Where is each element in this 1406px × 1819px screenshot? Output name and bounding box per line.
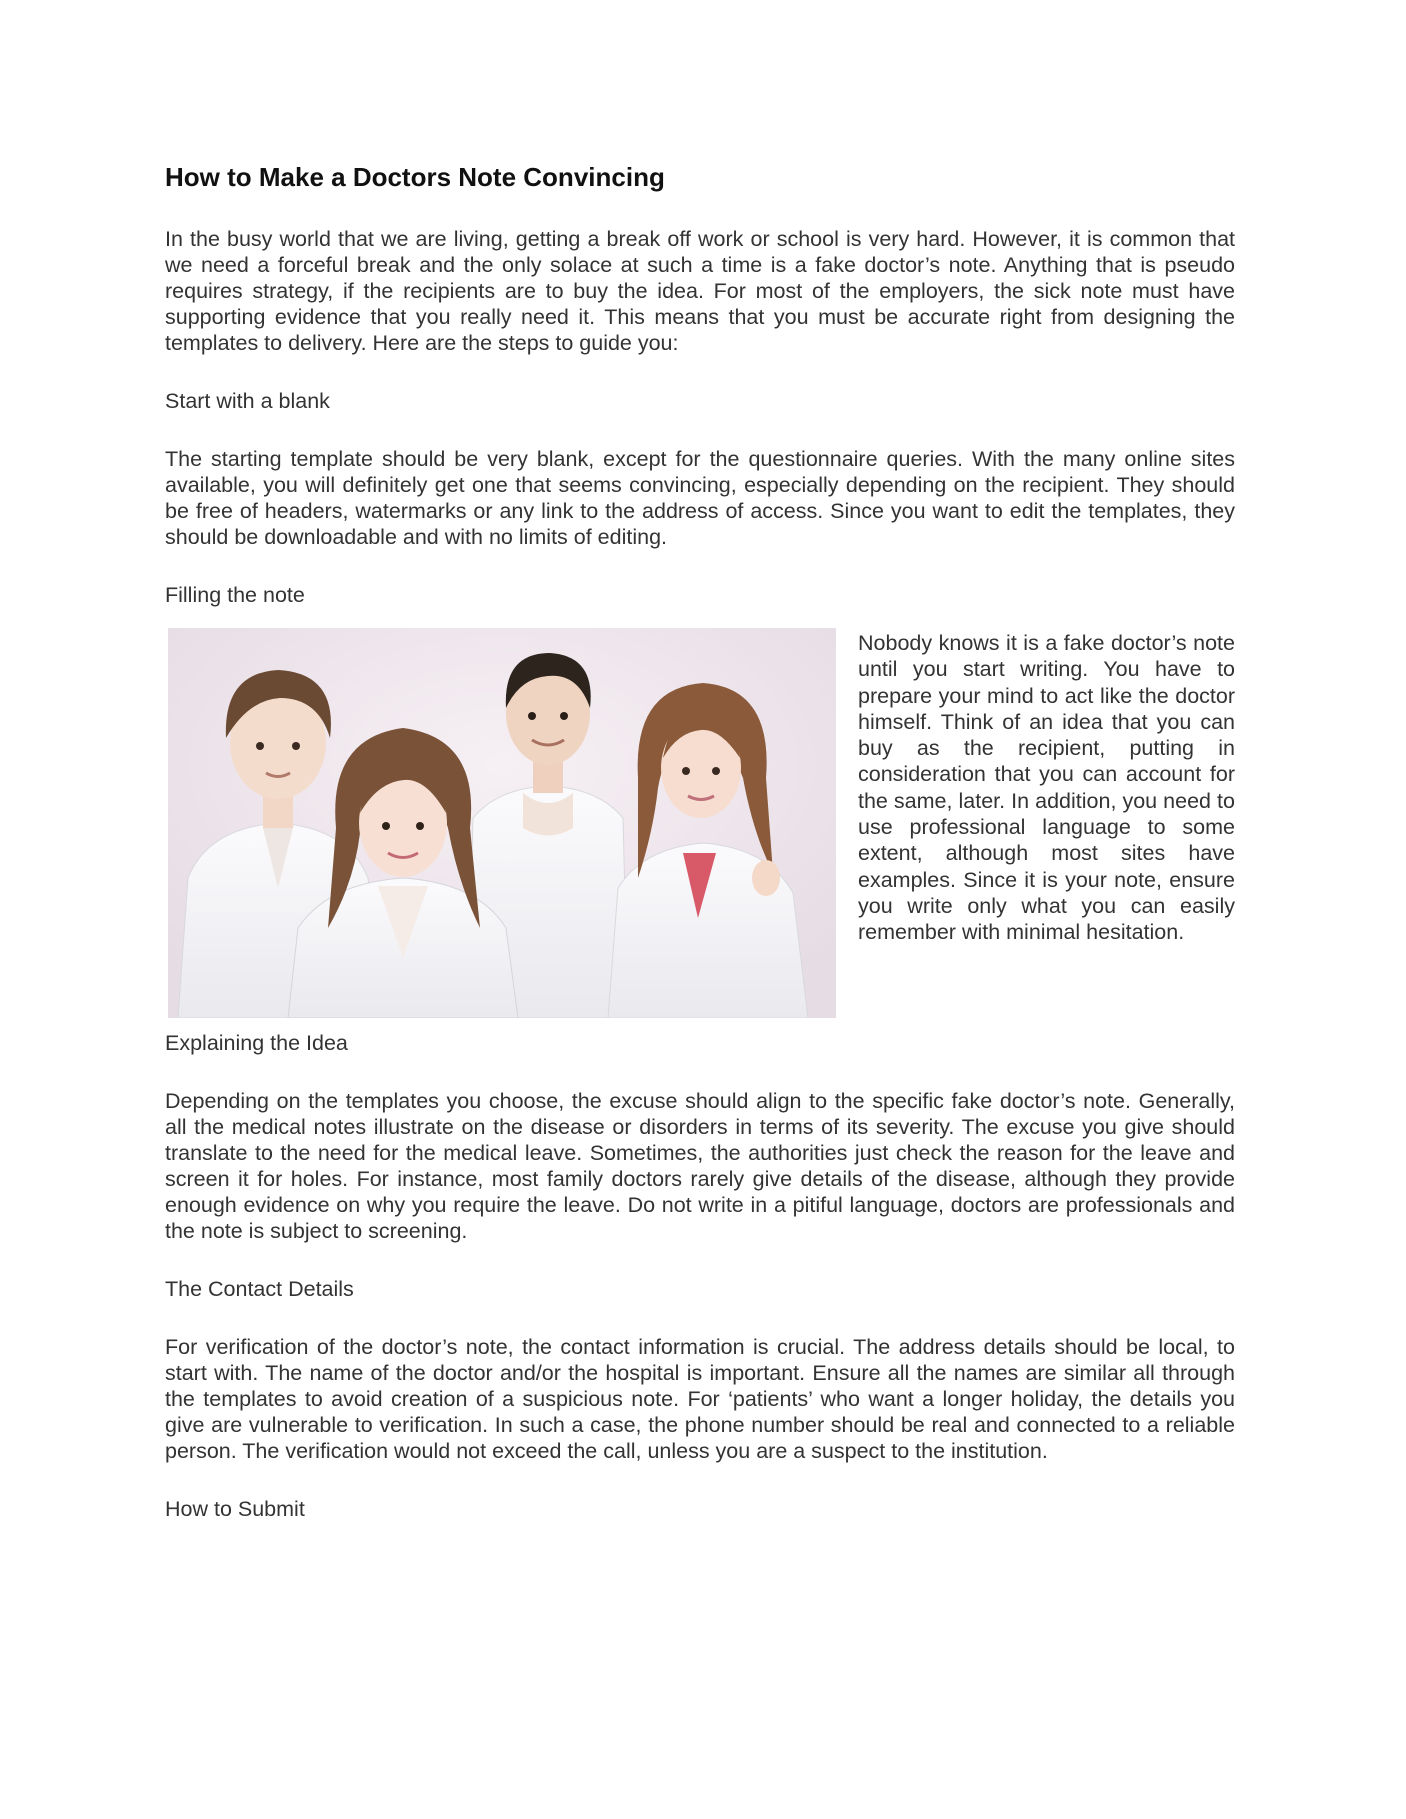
section-body-start-blank: The starting template should be very blank, except for the questionnaire queries. With the many online sites available, you will definitely get one that seems convincing, especially depending on the recipient. They should be free of headers, watermarks or any link to the address of access. Since you want to edit the templates, they should be downloadable and with no limits of editing. [165,447,1235,549]
section-body-explaining-idea: Depending on the templates you choose, the excuse should align to the specific fake doctor’s note. Generally, all the medical notes illustrate on the disease or disorders in terms of its severity. The excuse you give should translate to the need for the medical leave. Sometimes, the authorities just check the reason for the leave and screen it for holes. For instance, most family doctors rarely give details of the disease, although they provide enough evidence on why you require the leave. Do not write in a pitiful language, doctors are professionals and the note is subject to screening. [165,1089,1235,1243]
section-heading-how-to-submit: How to Submit [165,1497,305,1521]
document-page [165,160,1235,1554]
section-heading-contact-details: The Contact Details [165,1277,354,1301]
section-body-contact-details: For verification of the doctor’s note, the contact information is crucial. The address details should be local, to start with. The name of the doctor and/or the hospital is important. Ensure all the names are similar all through the templates to avoid creation of a suspicious note. For ‘patients’ who want a longer holiday, the details you give are vulnerable to verification. In such a case, the phone number should be real and connected to a reliable person. The verification would not exceed the call, unless you are a suspect to the institution. [165,1335,1235,1463]
doctors-cast-photo [168,628,836,1018]
section-heading-explaining-idea: Explaining the Idea [165,1031,348,1055]
article-title: How to Make a Doctors Note Convincing [165,162,665,192]
figure-with-text [165,628,1235,1018]
intro-paragraph: In the busy world that we are living, getting a break off work or school is very hard. However, it is common that we need a forceful break and the only solace at such a time is a fake doctor’s note. Anything that is pseudo requires strategy, if the recipients are to buy the idea. For most of the employers, the sick note must have supporting evidence that you really need it. This means that you must be accurate right from designing the templates to delivery. Here are the steps to guide you: [165,227,1235,355]
section-body-filling-note: Nobody knows it is a fake doctor’s note until you start writing. You have to prepare your mind to act like the doctor himself. Think of an idea that you can buy as the recipient, putting in consideration that you can account for the same, later. In addition, you need to use professional language to some extent, although most sites have examples. Since it is your note, ensure you write only what you can easily remember with minimal hesitation. [858,631,1235,945]
section-heading-start-blank: Start with a blank [165,389,330,413]
section-heading-filling-note: Filling the note [165,583,305,607]
